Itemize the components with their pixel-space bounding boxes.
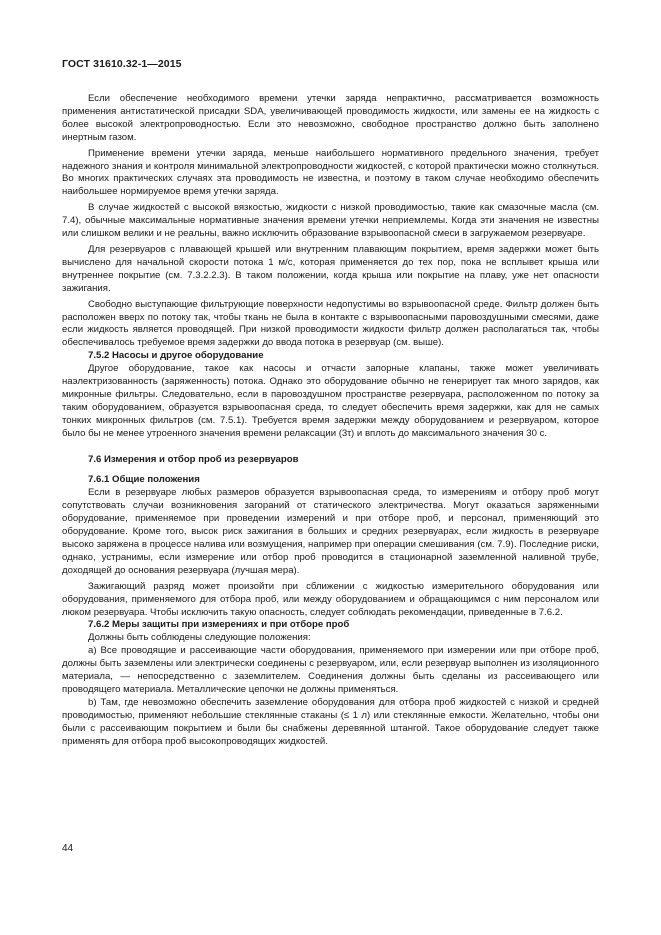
- paragraph: Применение времени утечки заряда, меньше наибольшего нормативного предельного значения, требует надежного знания и контроля минимальной электропроводности жидкостей, с которой практически можно столкнуться. Во многих практических случаях эта проводимость не известна, и поэтому в таком случае необходимо обеспечить наибольшее нормируемое время утечки заряда.: [62, 147, 599, 198]
- paragraph: Если обеспечение необходимого времени утечки заряда непрактично, рассматривается возможность применения антистатической присадки SDA, увеличивающей проводимость жидкости, или замены ее на жидкость с более высокой электропроводностью. Если это невозможно, свободное пространство должно быть заполнено инертным газом.: [62, 93, 599, 143]
- list-item: b) Там, где невозможно обеспечить заземление оборудования для отбора проб жидкостей с низкой и средней проводимостью, применяют небольшие стеклянные стаканы (≤ 1 л) или стеклянные емкости. Желательно, чтобы они были с рассеивающим покрытием и были бы снабжены деревянной штангой. Такое оборудование следует также применять для отбора проб высокопроводящих жидкостей.: [62, 696, 599, 747]
- paragraph: Для резервуаров с плавающей крышей или внутренним плавающим покрытием, время задержки может быть вычислено для начальной скорости потока 1 м/с, которая применяется до тех пор, пока не всплывет крыша или внутреннее покрытие (см. 7.3.2.2.3). В таком положении, когда крыша или покрытие на плаву, уже нет опасности зажигания.: [62, 243, 599, 294]
- section-heading-7-5-2: 7.5.2 Насосы и другое оборудование: [88, 350, 264, 362]
- paragraph: Другое оборудование, такое как насосы и отчасти запорные клапаны, также может увеличивать наэлектризованность (заряженность) потока. Однако это оборудование обычно не генерирует так много зарядов, как микронные фильтры. Следовательно, если в паровоздушном пространстве резервуара, расположенном по потоку за таким оборудованием, образуется взрывоопасная среда, то следует обеспечить время задержки, как для не самых тонких микронных фильтров (см. 7.5.1). Требуется время задержки между оборудованием и резервуаром, которое было бы не менее утроенного значения времени релаксации (3τ) и вплоть до максимального значения 30 с.: [62, 363, 599, 439]
- paragraph: Должны быть соблюдены следующие положения:: [88, 632, 311, 644]
- paragraph: Свободно выступающие фильтрующие поверхности недопустимы во взрывоопасной среде. Фильтр должен быть расположен вверх по потоку так, чтобы ткань не была в контакте с взрывоопасными паровоздушными смесями, даже если жидкость является проводящей. При низкой проводимости жидкости фильтр должен располагаться так, чтобы обеспечивалось требуемое время задержки до ввода потока в резервуар (см. выше).: [62, 298, 599, 349]
- document-header: ГОСТ 31610.32-1—2015: [62, 58, 182, 70]
- section-heading-7-6-1: 7.6.1 Общие положения: [88, 474, 200, 486]
- section-heading-7-6: 7.6 Измерения и отбор проб из резервуаров: [88, 453, 299, 465]
- paragraph: Зажигающий разряд может произойти при сближении с жидкостью измерительного оборудования или оборудования, применяемого для отбора проб, или между оборудованием и обращающимся с ним персоналом или люком резервуара. Чтобы исключить такую опасность, следует соблюдать рекомендации, приведенные в 7.6.2.: [62, 580, 599, 618]
- list-item: а) Все проводящие и рассеивающие части оборудования, применяемого при измерении или при отборе проб, должны быть заземлены или электрически соединены с резервуаром, или, если резервуар выполнен из изоляционного материала, — непосредственно с заземлителем. Соединения должны быть сделаны из рассеивающего или проводящего материала. Металлические цепочки не должны применяться.: [62, 645, 599, 695]
- paragraph: В случае жидкостей с высокой вязкостью, жидкости с низкой проводимостью, такие как смазочные масла (см. 7.4), обычные максимальные нормативные значения времени утечки неприемлемы. Когда эти значения не известны или слишком велики и не реальны, важно исключить образование взрывоопасной смеси в загружаемом резервуаре.: [62, 202, 599, 240]
- paragraph: Если в резервуаре любых размеров образуется взрывоопасная среда, то измерениям и отбору проб могут сопутствовать случаи возникновения загораний от статического электричества. Могут оказаться заряженными оборудование, применяемое при проведении измерений и при отборе проб, и персонал, применяющий это оборудование. Кроме того, высок риск зажигания в больших и средних резервуарах, если жидкость в резервуаре высоко заряжена в процессе налива или возмущения, например при операции смешивания (см. 7.9). Последние риски, однако, устранимы, если измерение или отбор проб проводится в стационарной заземленной наливной трубе, доходящей до основания резервуара (лучшая мера).: [62, 487, 599, 576]
- document-body: [62, 93, 599, 749]
- section-heading-7-6-2: 7.6.2 Меры защиты при измерениях и при отборе проб: [88, 619, 350, 631]
- page-number: 44: [62, 843, 74, 854]
